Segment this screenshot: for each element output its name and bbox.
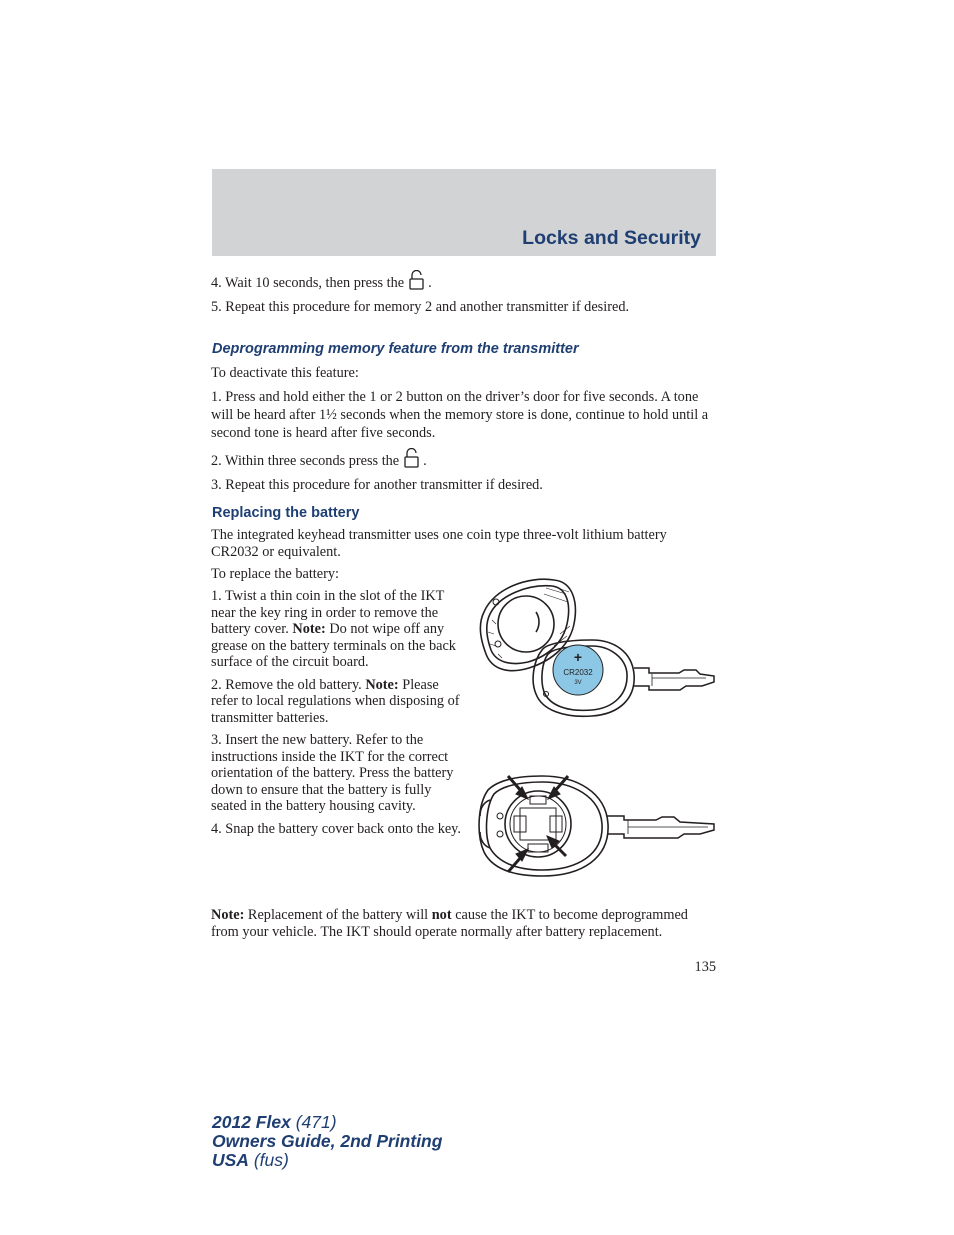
deprogram-step-3: 3. Repeat this procedure for another transmitter if desired. <box>211 477 543 493</box>
battery-to-replace: To replace the battery: <box>211 566 340 582</box>
battery-model-label: CR2032 <box>563 668 593 677</box>
battery-step-4: 4. Snap the battery cover back onto the key. <box>211 820 461 837</box>
deprogram-heading: Deprogramming memory feature from the transmitter <box>212 341 579 357</box>
program-step-4: 4. Wait 10 seconds, then press the . <box>211 270 716 292</box>
unlock-icon <box>408 270 426 290</box>
program-step-5: 5. Repeat this procedure for memory 2 and another transmitter if desired. <box>211 299 630 315</box>
key-battery-cover-figure <box>474 574 720 729</box>
unlock-icon <box>403 448 421 468</box>
battery-heading: Replacing the battery <box>212 505 360 521</box>
deprogram-step-1: 1. Press and hold either the 1 or 2 button on the driver’s door for five seconds. A tone will be heard after 1½ seconds when the memory store is done, continue to hold until a second tone is heard after five seconds. <box>211 389 709 441</box>
battery-step-2: 2. Remove the old battery. Note: Please refer to local regulations when disposing of transmitter batteries. <box>211 676 460 726</box>
key-battery-insert-figure <box>474 772 720 887</box>
battery-steps <box>211 588 469 843</box>
battery-step-1: 1. Twist a thin coin in the slot of the IKT near the key ring in order to remove the battery cover. Note: Do not wipe off any grease on the battery terminals on the back surface of the circuit board. <box>211 588 456 670</box>
battery-final-note: Note: Replacement of the battery will not cause the IKT to become deprogrammed from your vehicle. The IKT should operate normally after battery replacement. <box>211 907 688 940</box>
deprogram-step-2: 2. Within three seconds press the . <box>211 448 716 470</box>
footer-line-2: Owners Guide, 2nd Printing <box>212 1131 443 1151</box>
battery-plus-sign: + <box>573 649 583 665</box>
battery-step-3: 3. Insert the new battery. Refer to the instructions inside the IKT for the correct orientation of the battery. Press the battery down to ensure that the battery is fully seated in the battery housing cavity. <box>211 732 454 814</box>
program-steps <box>211 270 716 322</box>
battery-voltage-label: 3V <box>574 680 582 686</box>
deprogram-steps <box>211 364 716 500</box>
section-title: Locks and Security <box>522 227 701 249</box>
deprogram-intro: To deactivate this feature: <box>211 365 359 381</box>
footer-line-3: USA (fus) <box>212 1150 289 1170</box>
document-footer <box>212 1113 442 1170</box>
footer-line-1: 2012 Flex (471) <box>212 1112 337 1132</box>
battery-intro: The integrated keyhead transmitter uses one coin type three-volt lithium battery CR2032 or equivalent. <box>211 527 667 560</box>
section-header-band <box>212 169 716 256</box>
page-number: 135 <box>694 959 716 975</box>
